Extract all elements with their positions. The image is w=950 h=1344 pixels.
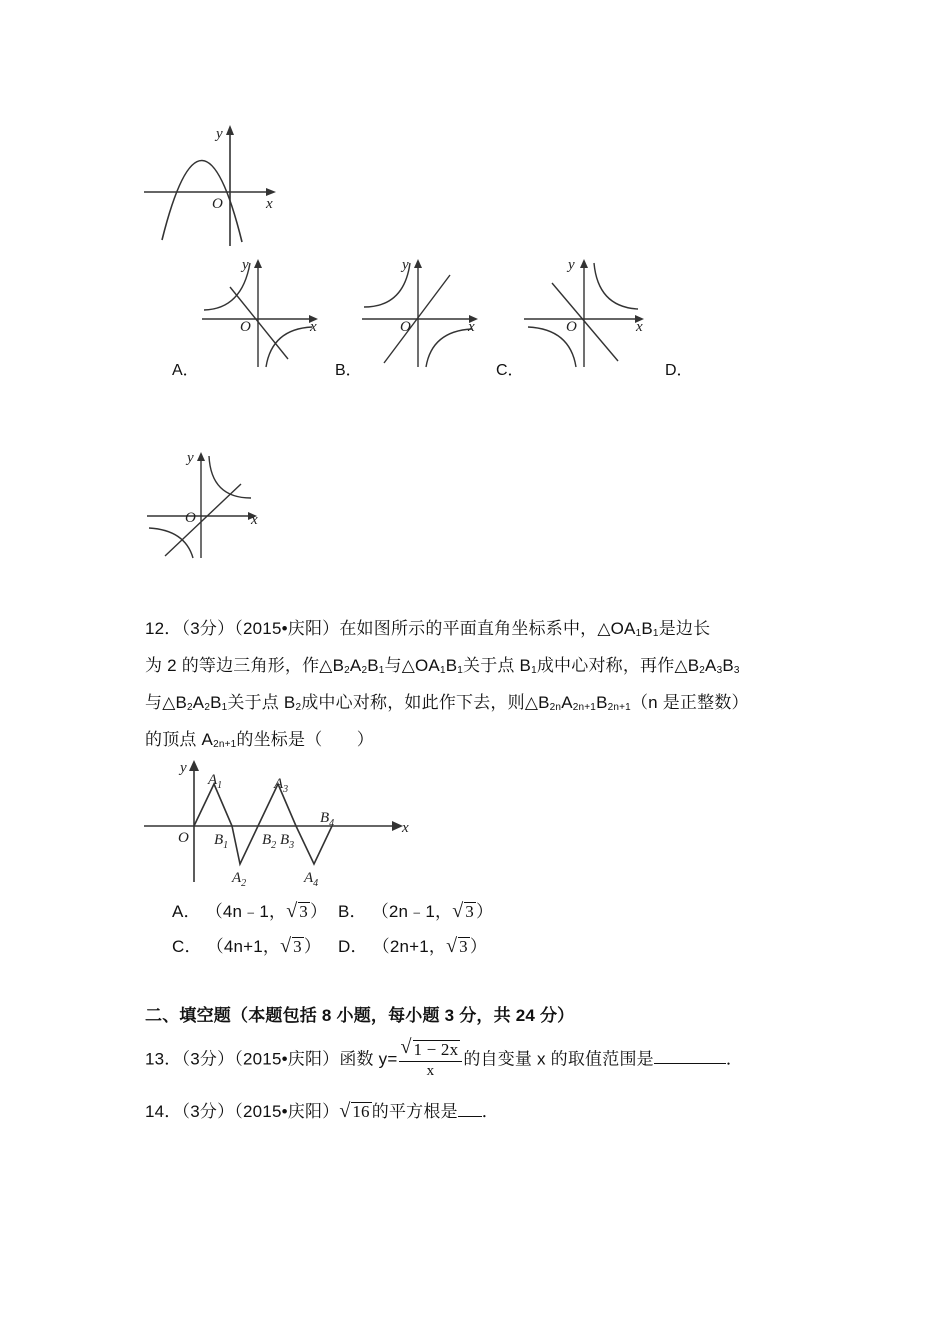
x-axis-label: x xyxy=(266,196,273,212)
q12-line-4: 的顶点 $A_{2n+1}$的坐标是（ ） xyxy=(145,730,374,750)
zigzag-triangles-figure xyxy=(140,752,420,887)
sqrt-3: √ 3 xyxy=(286,900,308,922)
svg-text:O: O xyxy=(185,510,196,526)
svg-text:A2: $A_2$ xyxy=(232,870,247,887)
sqrt-3: √ 3 xyxy=(446,935,468,957)
svg-text:y: y xyxy=(180,760,187,776)
svg-text:O: O xyxy=(240,319,251,335)
svg-text:O: O xyxy=(566,319,577,335)
svg-text:A4: $A_4$ xyxy=(304,870,319,887)
svg-text:A3: $A_3$ xyxy=(274,776,289,795)
q12-option-b[interactable]: B． （2n﹣1， √ 3 ） xyxy=(338,900,494,922)
option-a-graph xyxy=(200,255,325,370)
svg-text:x: x xyxy=(636,319,643,335)
option-d-graph xyxy=(145,448,270,563)
sqrt-3: √ 3 xyxy=(452,900,474,922)
svg-text:x: x xyxy=(468,319,475,335)
q12-option-c[interactable]: C． （4n+1， √ 3 ） xyxy=(172,935,322,957)
y-axis-label: y xyxy=(216,126,223,142)
q12-line-3: 与$\triangle B_2A_2B_1$关于点 $B_2$成中心对称，如此作下去，则$\triangle B_{2n}A_{2n+1}B_{2n+1}(n$ 是正整数） xyxy=(145,693,749,713)
q14-answer-blank[interactable] xyxy=(458,1100,482,1117)
svg-text:y: y xyxy=(402,257,409,273)
q13-fraction: √ 1 − 2x x xyxy=(399,1040,463,1080)
svg-text:x: x xyxy=(310,319,317,335)
q12-option-d[interactable]: D． （2n+1， √ 3 ） xyxy=(338,935,488,957)
q14-line: 14．（3分）（2015•庆阳） √ 16 的平方根是 ． xyxy=(145,1100,499,1122)
q13-line: 13．（3分）（2015•庆阳）函数 y= √ 1 − 2x x 的自变量 x 的取值范围是 ． xyxy=(145,1036,744,1079)
option-b-graph xyxy=(360,255,485,370)
sqrt-3: √ 3 xyxy=(280,935,302,957)
svg-text:B2: $B_2$ xyxy=(262,832,277,851)
svg-text:B1: $B_1$ xyxy=(214,832,229,851)
q12-option-a[interactable]: A． （4n﹣1， √ 3 ） xyxy=(172,900,328,922)
svg-text:x: x xyxy=(251,512,258,528)
section-2-heading: 二、填空题（本题包括 8 小题，每小题 3 分，共 24 分） xyxy=(145,1006,575,1025)
q12-line-1: 12．（3分）（2015•庆阳）在如图所示的平面直角坐标系中，$\triangle OA_1B_1$是边长 xyxy=(145,619,711,639)
svg-text:y: y xyxy=(187,450,194,466)
q11-option-d[interactable]: D． xyxy=(665,362,693,379)
q12-line-2: 为 2 的等边三角形，作$\triangle B_2A_2B_1$与$\triangle OA_1B_1$关于点 $B_1$成中心对称，再作$\triangle B_2A_3B_3$ xyxy=(145,656,740,676)
svg-text:y: y xyxy=(242,257,249,273)
svg-text:A1: $A_1$ xyxy=(208,772,223,791)
svg-text:y: y xyxy=(568,257,575,273)
svg-text:B3: $B_3$ xyxy=(280,832,295,851)
option-c-graph xyxy=(522,255,652,370)
svg-text:x: x xyxy=(402,820,409,836)
q13-answer-blank[interactable] xyxy=(654,1047,726,1064)
svg-text:O: O xyxy=(400,319,411,335)
q11-option-c[interactable]: C． xyxy=(496,362,524,379)
svg-text:O: O xyxy=(178,830,189,846)
q11-option-a[interactable]: A． xyxy=(172,362,199,379)
sqrt-16: √ 16 xyxy=(339,1100,370,1122)
svg-text:B4: $B_4$ xyxy=(320,810,335,829)
q11-option-b[interactable]: B． xyxy=(335,362,362,379)
parabola-figure xyxy=(140,120,290,250)
origin-label: O xyxy=(212,196,223,212)
